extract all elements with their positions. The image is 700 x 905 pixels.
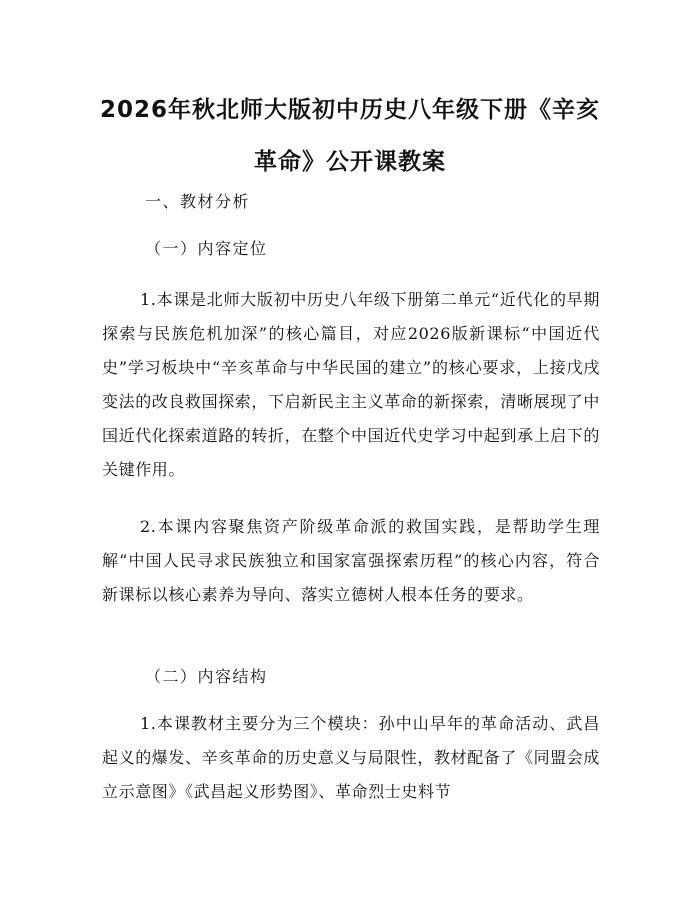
subsection-heading-content-structure: （二）内容结构 bbox=[145, 667, 268, 686]
document-title: 2026年秋北师大版初中历史八年级下册《辛亥革命》公开课教案 bbox=[100, 97, 601, 175]
paragraph-content-structure-1: 1.本课教材主要分为三个模块：孙中山早年的革命活动、武昌起义的爆发、辛亥革命的历史意义与局限性，教材配备了《同盟会成立示意图》《武昌起义形势图》、革命烈士史料节 bbox=[102, 714, 601, 801]
paragraph-content-positioning-2: 2.本课内容聚焦资产阶级革命派的救国实践，是帮助学生理解“中国人民寻求民族独立和国家富强探索历程”的核心内容，符合新课标以核心素养为导向、落实立德树人根本任务的要求。 bbox=[102, 517, 600, 604]
subsection-heading-content-positioning: （一）内容定位 bbox=[145, 239, 268, 258]
paragraph-content-positioning-1: 1.本课是北师大版初中历史八年级下册第二单元“近代化的早期探索与民族危机加深”的核心篇目，对应2026版新课标“中国近代史”学习板块中“辛亥革命与中华民国的建立”的核心要求，上接戊戌变法的改良救国探索，下启新民主主义革命的新探索，清晰展现了中国近代化探索道路的转折，在整个中国近代史学习中起到承上启下的关键作用。 bbox=[102, 290, 601, 479]
section-heading-teaching-material-analysis: 一、教材分析 bbox=[145, 192, 251, 211]
